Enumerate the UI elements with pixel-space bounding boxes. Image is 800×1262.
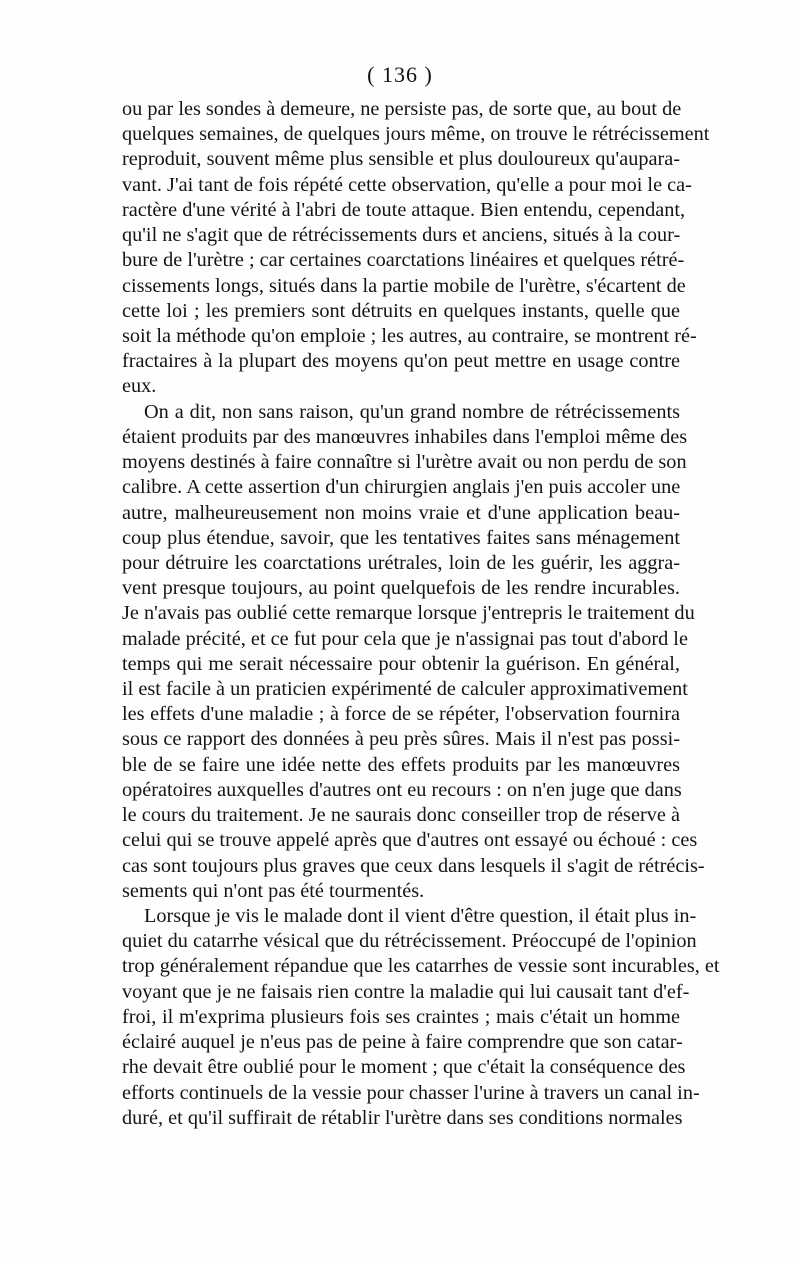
paragraph	[122, 904, 720, 1131]
text-line: le cours du traitement. Je ne saurais donc conseiller trop de réserve à	[122, 804, 680, 827]
text-line: pour détruire les coarctations urétrales, loin de les guérir, les aggra-	[122, 551, 680, 574]
text-line: bure de l'urètre ; car certaines coarctations linéaires et quelques rétré-	[122, 249, 685, 272]
text-line: vent presque toujours, au point quelquefois de les rendre incurables.	[122, 577, 680, 600]
text-line: cette loi ; les premiers sont détruits en quelques instants, quelle que	[122, 299, 680, 322]
text-line: éclairé auquel je n'eus pas de peine à faire comprendre que son catar-	[122, 1031, 683, 1054]
text-line: On a dit, non sans raison, qu'un grand nombre de rétrécissements	[144, 400, 680, 423]
text-line: duré, et qu'il suffirait de rétablir l'urètre dans ses conditions normales	[122, 1106, 683, 1129]
text-line: temps qui me serait nécessaire pour obtenir la guérison. En général,	[122, 652, 680, 675]
text-line: coup plus étendue, savoir, que les tentatives faites sans ménagement	[122, 526, 680, 549]
text-line: les effets d'une maladie ; à force de se répéter, l'observation fournira	[122, 703, 680, 726]
text-line: quelques semaines, de quelques jours même, on trouve le rétrécissement	[122, 123, 710, 146]
text-line: moyens destinés à faire connaître si l'urètre avait ou non perdu de son	[122, 451, 687, 474]
text-line: celui qui se trouve appelé après que d'autres ont essayé ou échoué : ces	[122, 829, 698, 852]
text-line: efforts continuels de la vessie pour chasser l'urine à travers un canal in-	[122, 1081, 700, 1104]
text-line: opératoires auxquelles d'autres ont eu recours : on n'en juge que dans	[122, 778, 682, 801]
text-line: Lorsque je vis le malade dont il vient d'être question, il était plus in-	[144, 905, 697, 927]
text-line: reproduit, souvent même plus sensible et plus douloureux qu'aupara-	[122, 148, 680, 171]
text-line: étaient produits par des manœuvres inhabiles dans l'emploi même des	[122, 425, 688, 448]
text-line: vant. J'ai tant de fois répété cette observation, qu'elle a pour moi le ca-	[122, 173, 692, 196]
text-line: voyant que je ne faisais rien contre la maladie qui lui causait tant d'ef-	[122, 980, 690, 1003]
text-line: il est facile à un praticien expérimenté de calculer approximativement	[122, 678, 688, 701]
paragraph	[122, 97, 710, 400]
text-line: rhe devait être oublié pour le moment ; que c'était la conséquence des	[122, 1056, 686, 1079]
text-line: Je n'avais pas oublié cette remarque lorsque j'entrepris le traitement du	[122, 602, 695, 625]
body-text	[122, 97, 720, 1131]
text-line: cissements longs, situés dans la partie mobile de l'urètre, s'écartent de	[122, 274, 686, 297]
text-line: ou par les sondes à demeure, ne persiste pas, de sorte que, au bout de	[122, 98, 682, 120]
text-line: ractère d'une vérité à l'abri de toute attaque. Bien entendu, cependant,	[122, 198, 686, 221]
text-line: sous ce rapport des données à peu près sûres. Mais il n'est pas possi-	[122, 728, 680, 751]
text-line: froi, il m'exprima plusieurs fois ses craintes ; mais c'était un homme	[122, 1005, 680, 1028]
text-line: fractaires à la plupart des moyens qu'on peut mettre en usage contre	[122, 350, 680, 373]
text-line: eux.	[122, 375, 157, 398]
text-line: trop généralement répandue que les catarrhes de vessie sont incurables, et	[122, 955, 720, 978]
text-line: cas sont toujours plus graves que ceux dans lesquels il s'agit de rétrécis-	[122, 854, 705, 877]
text-line: qu'il ne s'agit que de rétrécissements durs et anciens, situés à la cour-	[122, 224, 681, 247]
text-line: malade précité, et ce fut pour cela que je n'assignai pas tout d'abord le	[122, 627, 688, 650]
text-line: sements qui n'ont pas été tourmentés.	[122, 879, 425, 902]
page-number: ( 136 )	[367, 62, 433, 87]
text-line: quiet du catarrhe vésical que du rétrécissement. Préoccupé de l'opinion	[122, 930, 697, 953]
text-line: soit la méthode qu'on emploie ; les autres, au contraire, se montrent ré-	[122, 324, 697, 347]
paragraph	[122, 400, 705, 904]
text-line: autre, malheureusement non moins vraie et d'une application beau-	[122, 501, 680, 524]
text-line: ble de se faire une idée nette des effets produits par les manœuvres	[122, 753, 680, 776]
text-line: calibre. A cette assertion d'un chirurgien anglais j'en puis accoler une	[122, 476, 681, 499]
